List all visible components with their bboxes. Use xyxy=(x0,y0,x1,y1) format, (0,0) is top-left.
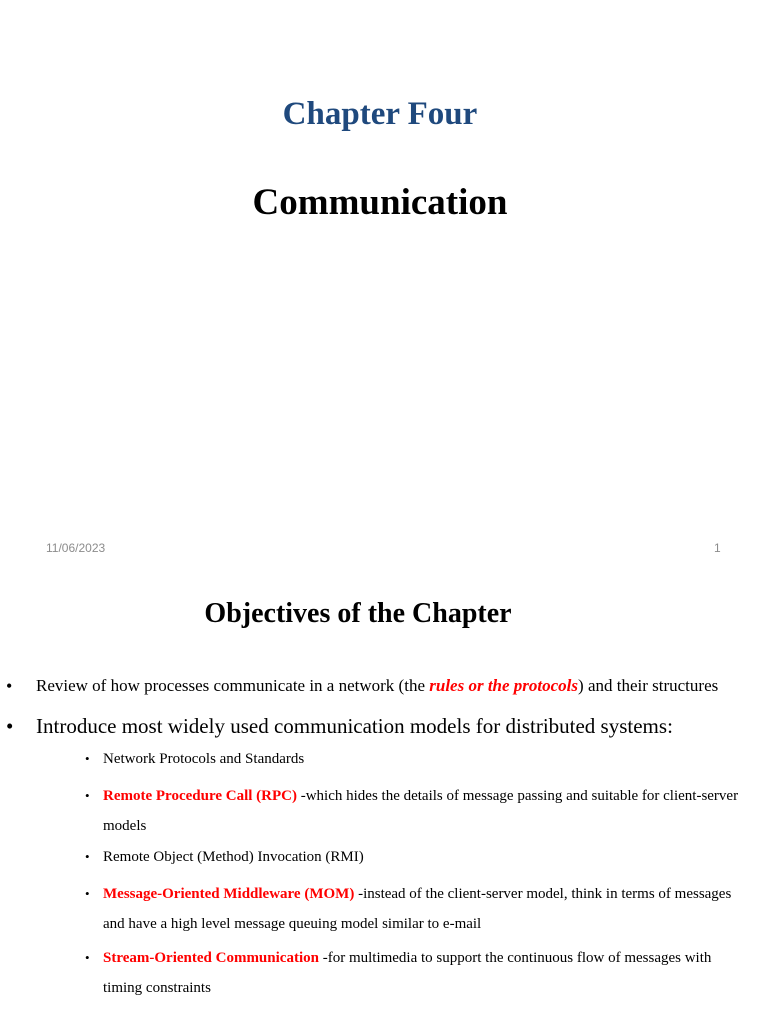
bullet-text: Introduce most widely used communication models for distributed systems: xyxy=(36,714,673,738)
objectives-title: Objectives of the Chapter xyxy=(204,598,512,629)
objectives-slide xyxy=(0,572,768,1024)
sub-item-text: -which hides the details of message passing and suitable for client-server models xyxy=(103,788,739,834)
list-item-review-protocols xyxy=(0,669,768,703)
list-item-mom xyxy=(0,879,768,939)
sub-item-text: -instead of the client-server model, think in terms of messages and have a high level message queuing model similar to e-mail xyxy=(103,886,732,932)
sub-item-text: Network Protocols and Standards xyxy=(103,751,305,767)
slide-page-number: 1 xyxy=(714,541,721,555)
chapter-label: Chapter Four xyxy=(282,96,478,132)
bullet-text: Review of how processes communicate in a network (the xyxy=(36,676,430,695)
sub-list-wrapper xyxy=(0,747,768,1003)
sub-item-text: -for multimedia to support the continuous flow of messages with timing constraints xyxy=(103,950,712,996)
communication-models-list xyxy=(0,747,768,1003)
sub-item-text: Remote Object (Method) Invocation (RMI) xyxy=(103,849,364,865)
list-item-rpc xyxy=(0,781,768,841)
chapter-title: Communication xyxy=(252,182,508,223)
highlight-text: Stream-Oriented Communication xyxy=(103,950,319,966)
highlight-text: Message-Oriented Middleware (MOM) xyxy=(103,886,355,902)
slide-footer-date: 11/06/2023 xyxy=(46,541,106,555)
list-item-communication-models xyxy=(0,713,768,739)
list-item-rmi xyxy=(0,845,768,869)
list-item-stream xyxy=(0,943,768,1003)
bullet-text: ) and their structures xyxy=(578,676,719,695)
highlight-text: rules or the protocols xyxy=(429,676,579,695)
objectives-list xyxy=(0,669,768,1007)
list-item-network-protocols xyxy=(0,747,768,771)
highlight-text: Remote Procedure Call (RPC) xyxy=(103,788,297,804)
